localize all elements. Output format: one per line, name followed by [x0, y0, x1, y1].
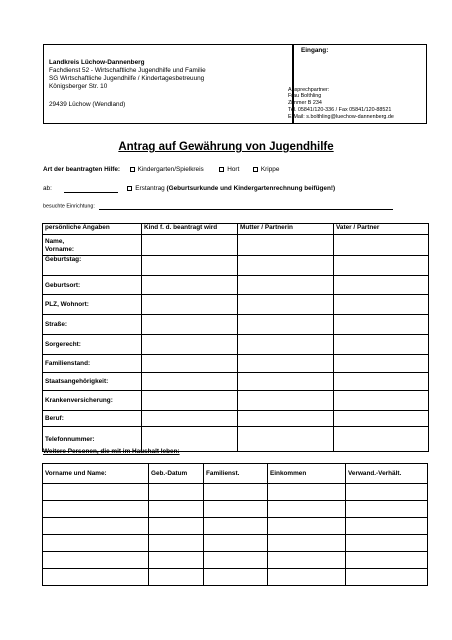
household-cell[interactable]	[268, 484, 346, 501]
ab-label: ab:	[43, 185, 52, 192]
contact-room: Zimmer B 234	[288, 100, 322, 106]
address-title: Landkreis Lüchow-Dannenberg	[49, 59, 145, 66]
header-father: Vater / Partner	[334, 224, 429, 235]
household-cell[interactable]	[346, 484, 428, 501]
household-cell[interactable]	[204, 484, 268, 501]
cell-father-marital-status[interactable]	[334, 355, 429, 373]
contact-phone: Tel. 05841/120-336 / Fax 05841/120-88521	[288, 107, 392, 113]
contact-name: Frau Bolthling	[288, 93, 322, 99]
cell-mother-nationality[interactable]	[238, 373, 334, 391]
label-birthplace: Geburtsort:	[43, 276, 142, 295]
cell-child-street[interactable]	[142, 315, 238, 335]
cell-father-birthday[interactable]	[334, 256, 429, 276]
facility-row	[43, 203, 393, 210]
cell-child-occupation[interactable]	[142, 411, 238, 427]
household-cell[interactable]	[149, 535, 204, 552]
cell-mother-insurance[interactable]	[238, 391, 334, 411]
option-hort-label: Hort	[227, 166, 240, 173]
label-custody: Sorgerecht:	[43, 335, 142, 355]
cell-mother-zip-city[interactable]	[238, 295, 334, 315]
row-zip-city	[43, 295, 429, 315]
household-cell[interactable]	[204, 552, 268, 569]
label-nationality: Staatsangehörigkeit:	[43, 373, 142, 391]
option-krippe-checkbox[interactable]	[253, 167, 258, 172]
cell-mother-phone[interactable]	[238, 427, 334, 452]
header-mother: Mutter / Partnerin	[238, 224, 334, 235]
cell-child-zip-city[interactable]	[142, 295, 238, 315]
household-table	[42, 463, 428, 586]
cell-father-street[interactable]	[334, 315, 429, 335]
persons-header-row	[43, 224, 429, 235]
cell-father-occupation[interactable]	[334, 411, 429, 427]
cell-mother-custody[interactable]	[238, 335, 334, 355]
cell-mother-marital-status[interactable]	[238, 355, 334, 373]
option-hort-checkbox[interactable]	[219, 167, 224, 172]
row-nationality	[43, 373, 429, 391]
label-street: Straße:	[43, 315, 142, 335]
option-krippe-label: Krippe	[260, 166, 280, 173]
address-line-2: SG Wirtschaftliche Jugendhilfe / Kindertagesbetreuung	[49, 75, 205, 82]
household-heading: Weitere Personen, die mit im Haushalt leben:	[43, 448, 180, 455]
header-marital: Familienst.	[204, 464, 268, 484]
cell-father-zip-city[interactable]	[334, 295, 429, 315]
eingang-box	[288, 44, 427, 124]
household-cell[interactable]	[346, 552, 428, 569]
row-name	[43, 235, 429, 256]
household-cell[interactable]	[268, 501, 346, 518]
facility-field[interactable]	[99, 203, 393, 210]
ab-date-field[interactable]	[64, 185, 118, 193]
household-cell[interactable]	[149, 501, 204, 518]
household-row	[43, 535, 428, 552]
header-full-name: Vorname und Name:	[43, 464, 149, 484]
cell-father-insurance[interactable]	[334, 391, 429, 411]
household-cell[interactable]	[346, 569, 428, 586]
cell-father-name[interactable]	[334, 235, 429, 256]
help-type-row	[43, 166, 279, 174]
household-cell[interactable]	[346, 518, 428, 535]
household-cell[interactable]	[346, 535, 428, 552]
household-row	[43, 518, 428, 535]
household-cell[interactable]	[204, 518, 268, 535]
address-line-1: Fachdienst 52 - Wirtschaftliche Jugendhilfe und Familie	[49, 67, 206, 74]
household-cell[interactable]	[204, 535, 268, 552]
erstantrag-checkbox[interactable]	[127, 186, 132, 191]
cell-mother-name[interactable]	[238, 235, 334, 256]
cell-child-nationality[interactable]	[142, 373, 238, 391]
cell-child-birthday[interactable]	[142, 256, 238, 276]
row-marital-status	[43, 355, 429, 373]
row-occupation	[43, 411, 429, 427]
cell-mother-occupation[interactable]	[238, 411, 334, 427]
household-cell[interactable]	[43, 552, 149, 569]
contact-label: Ansprechpartner:	[288, 87, 330, 93]
header-personal-data: persönliche Angaben	[43, 224, 142, 235]
household-cell[interactable]	[346, 501, 428, 518]
household-cell[interactable]	[268, 552, 346, 569]
cell-father-birthplace[interactable]	[334, 276, 429, 295]
cell-father-custody[interactable]	[334, 335, 429, 355]
cell-father-nationality[interactable]	[334, 373, 429, 391]
header-relationship: Verwand.-Verhält.	[346, 464, 428, 484]
household-cell[interactable]	[43, 535, 149, 552]
household-cell[interactable]	[43, 569, 149, 586]
header-child: Kind f. d. beantragt wird	[142, 224, 238, 235]
persons-table	[42, 223, 429, 452]
row-custody	[43, 335, 429, 355]
label-zip-city: PLZ, Wohnort:	[43, 295, 142, 315]
cell-father-phone[interactable]	[334, 427, 429, 452]
cell-mother-street[interactable]	[238, 315, 334, 335]
household-cell[interactable]	[43, 501, 149, 518]
facility-label: besuchte Einrichtung:	[43, 203, 95, 210]
household-cell[interactable]	[43, 518, 149, 535]
household-cell[interactable]	[268, 535, 346, 552]
option-kindergarten-label: Kindergarten/Spielkreis	[137, 166, 204, 173]
label-name: Name, Vorname:	[43, 235, 142, 256]
address-line-3: Königsberger Str. 10	[49, 83, 108, 90]
household-cell[interactable]	[204, 569, 268, 586]
cell-child-marital-status[interactable]	[142, 355, 238, 373]
row-insurance	[43, 391, 429, 411]
household-row	[43, 569, 428, 586]
address-box	[43, 44, 293, 124]
row-birthday	[43, 256, 429, 276]
cell-mother-birthday[interactable]	[238, 256, 334, 276]
label-insurance: Krankenversicherung:	[43, 391, 142, 411]
label-occupation: Beruf:	[43, 411, 142, 427]
address-city: 29439 Lüchow (Wendland)	[49, 101, 126, 108]
label-birthday: Geburtstag:	[43, 256, 142, 276]
cell-child-name[interactable]	[142, 235, 238, 256]
form-title: Antrag auf Gewährung von Jugendhilfe	[118, 141, 334, 153]
household-cell[interactable]	[149, 552, 204, 569]
label-phone: Telefonnummer:	[43, 427, 142, 452]
household-cell[interactable]	[268, 569, 346, 586]
erstantrag-note: (Geburtsurkunde und Kindergartenrechnung beifügen!)	[166, 185, 336, 192]
eingang-label: Eingang:	[301, 47, 329, 54]
cell-child-insurance[interactable]	[142, 391, 238, 411]
household-cell[interactable]	[149, 484, 204, 501]
header-birth-date: Geb.-Datum	[149, 464, 204, 484]
option-kindergarten-checkbox[interactable]	[130, 167, 135, 172]
cell-mother-birthplace[interactable]	[238, 276, 334, 295]
cell-child-custody[interactable]	[142, 335, 238, 355]
household-cell[interactable]	[268, 518, 346, 535]
household-row	[43, 484, 428, 501]
household-row	[43, 552, 428, 569]
row-birthplace	[43, 276, 429, 295]
household-cell[interactable]	[204, 501, 268, 518]
household-row	[43, 501, 428, 518]
contact-email: E-Mail: s.bolthling@luechow-dannenberg.de	[288, 114, 394, 120]
erstantrag-label: Erstantrag	[135, 185, 165, 192]
label-marital-status: Familienstand:	[43, 355, 142, 373]
household-header-row	[43, 464, 428, 484]
cell-child-birthplace[interactable]	[142, 276, 238, 295]
household-cell[interactable]	[43, 484, 149, 501]
help-type-label: Art der beantragten Hilfe:	[43, 166, 121, 173]
household-cell[interactable]	[149, 518, 204, 535]
row-street	[43, 315, 429, 335]
header-income: Einkommen	[268, 464, 346, 484]
household-cell[interactable]	[149, 569, 204, 586]
ab-row	[43, 185, 335, 193]
